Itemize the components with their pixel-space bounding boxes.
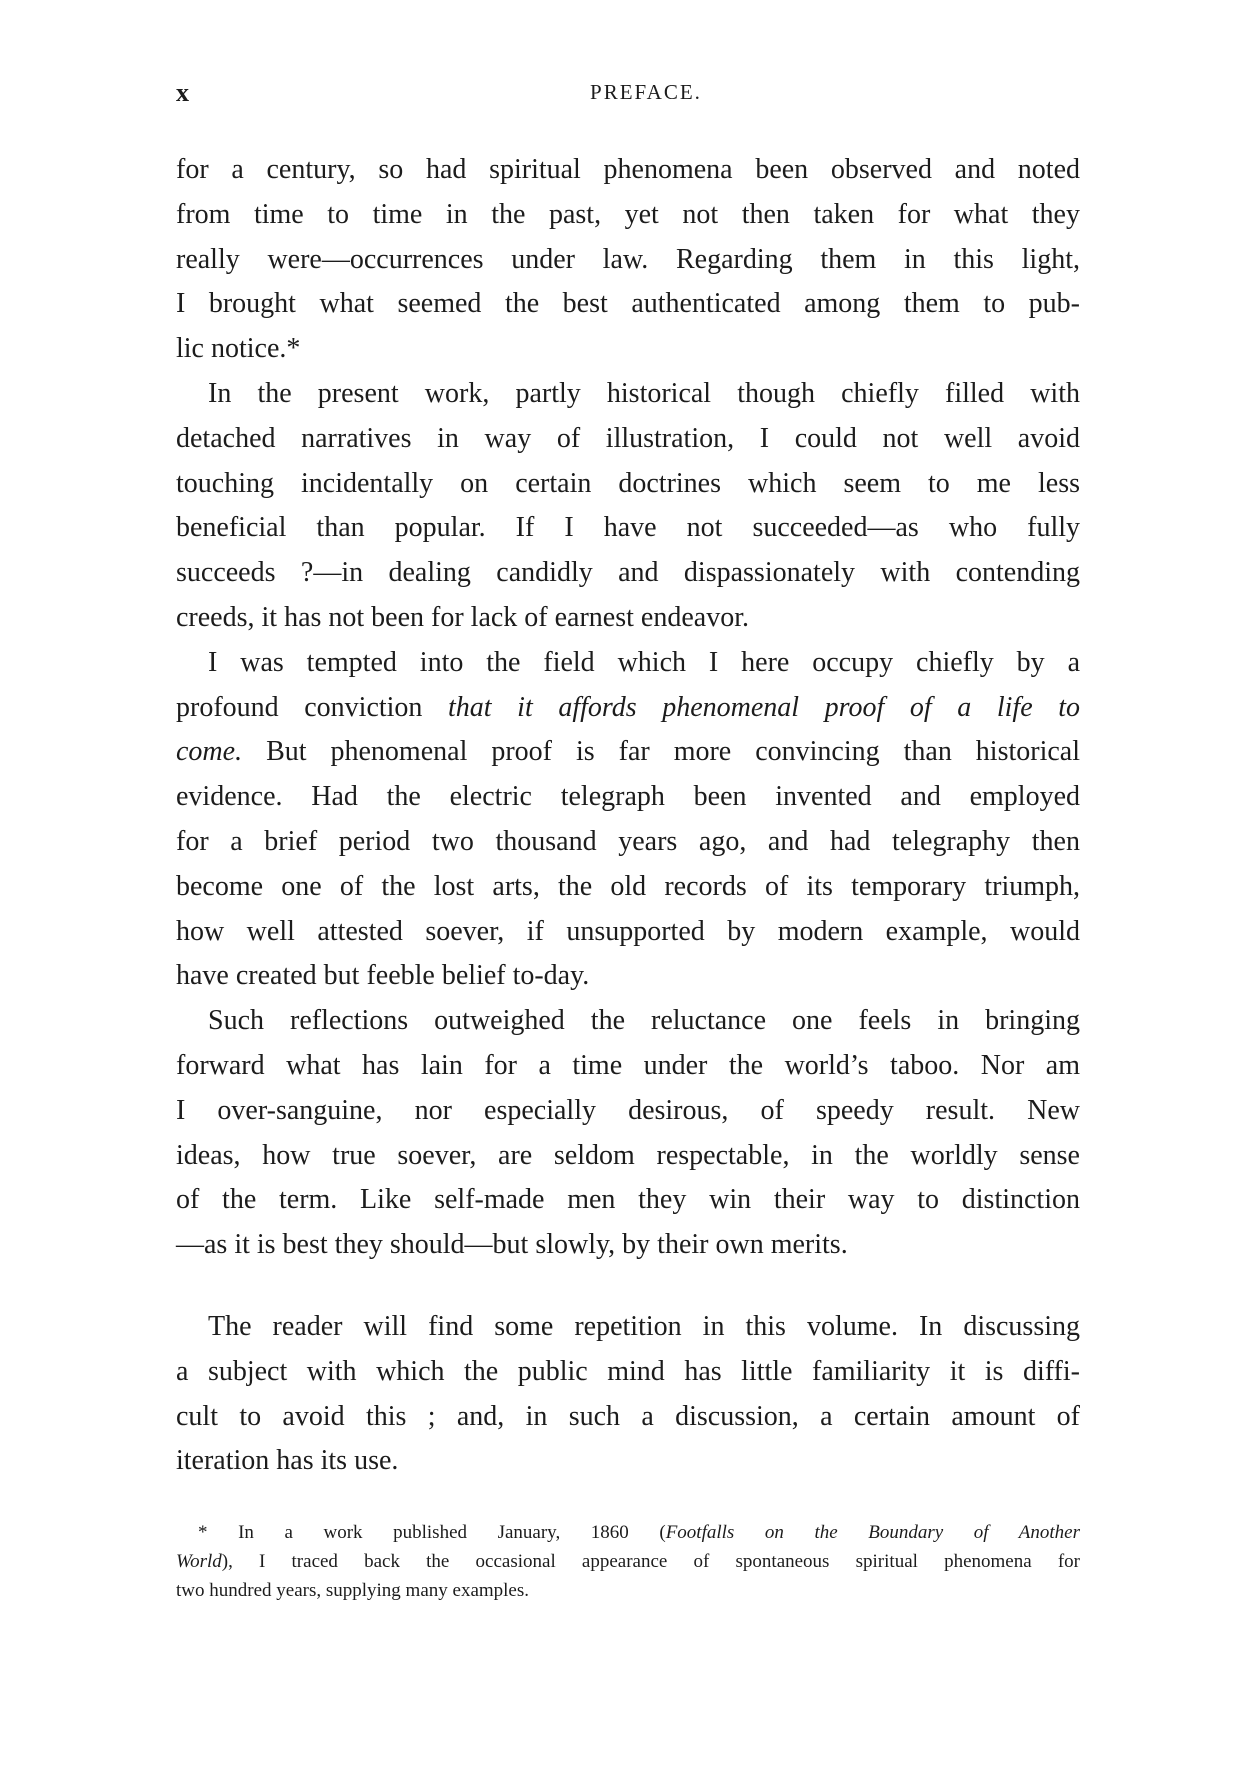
text-line: detached narratives in way of illustration, I could not well avoid [176,422,1080,454]
text-line: evidence. Had the electric telegraph been invented and employed [176,781,1080,813]
italic-text: Footfalls on the Boundary of Another [665,1522,1080,1543]
footnote-line [176,1518,1080,1547]
text-line: lic notice.* [176,333,301,365]
text-line: I was tempted into the field which I here occupy chiefly by a [208,646,1080,678]
text-run: * In a work published January, 1860 ( [198,1522,666,1543]
italic-text: come. [176,736,243,768]
page-number: x [176,78,189,107]
text-line: ideas, how true soever, are seldom respectable, in the worldly sense [176,1139,1080,1171]
text-line: succeeds ?—in dealing candidly and dispassionately with contending [176,557,1080,589]
text-run: profound conviction [176,691,449,723]
section-gap [176,1268,1080,1305]
text-line: for a brief period two thousand years ago, and had telegraphy then [176,825,1080,857]
text-line [176,686,1080,731]
text-run: ), I traced back the occasional appearance of spontaneous spiritual phenomena for [221,1551,1080,1572]
text-line: touching incidentally on certain doctrines which seem to me less [176,467,1080,499]
text-line: The reader will find some repetition in this volume. In discussing [208,1310,1080,1342]
text-line: —as it is best they should—but slowly, by their own merits. [176,1229,848,1261]
text-line: of the term. Like self-made men they win their way to distinction [176,1184,1080,1216]
text-line: I brought what seemed the best authenticated among them to pub- [176,288,1080,320]
page-header [176,78,1076,118]
italic-text: that it affords phenomenal proof of a life to [448,691,1081,723]
text-line: become one of the lost arts, the old records of its temporary triumph, [176,870,1080,902]
text-line: how well attested soever, if unsupported by modern example, would [176,915,1080,947]
footnote-line: two hundred years, supplying many examples. [176,1580,530,1601]
footnote [176,1518,1080,1605]
text-line: really were—occurrences under law. Regarding them in this light, [176,243,1080,275]
text-line [176,730,1080,775]
paragraph-2 [176,372,1080,641]
text-line: a subject with which the public mind has little familiarity it is diffi- [176,1355,1080,1387]
text-line: have created but feeble belief to-day. [176,960,590,992]
text-line: beneficial than popular. If I have not succeeded—as who fully [176,512,1080,544]
italic-text: World [176,1551,222,1572]
text-line: Such reflections outweighed the reluctance one feels in bringing [208,1005,1080,1037]
body-text [176,148,1080,1484]
text-line: forward what has lain for a time under the world’s taboo. Nor am [176,1049,1080,1081]
text-line: I over-sanguine, nor especially desirous, of speedy result. New [176,1094,1080,1126]
running-head: PREFACE. [590,80,702,104]
paragraph-5 [176,1305,1080,1484]
text-line: creeds, it has not been for lack of earnest endeavor. [176,601,749,633]
text-line: from time to time in the past, yet not then taken for what they [176,198,1080,230]
text-line: for a century, so had spiritual phenomena been observed and noted [176,154,1080,185]
paragraph-3 [176,641,1080,999]
paragraph-1 [176,148,1080,372]
text-line: cult to avoid this ; and, in such a discussion, a certain amount of [176,1400,1080,1432]
paragraph-4 [176,999,1080,1268]
text-line: iteration has its use. [176,1445,399,1477]
footnote-line [176,1547,1080,1576]
text-run: But phenomenal proof is far more convincing than historical [242,736,1080,768]
text-line: In the present work, partly historical though chiefly filled with [208,377,1080,409]
